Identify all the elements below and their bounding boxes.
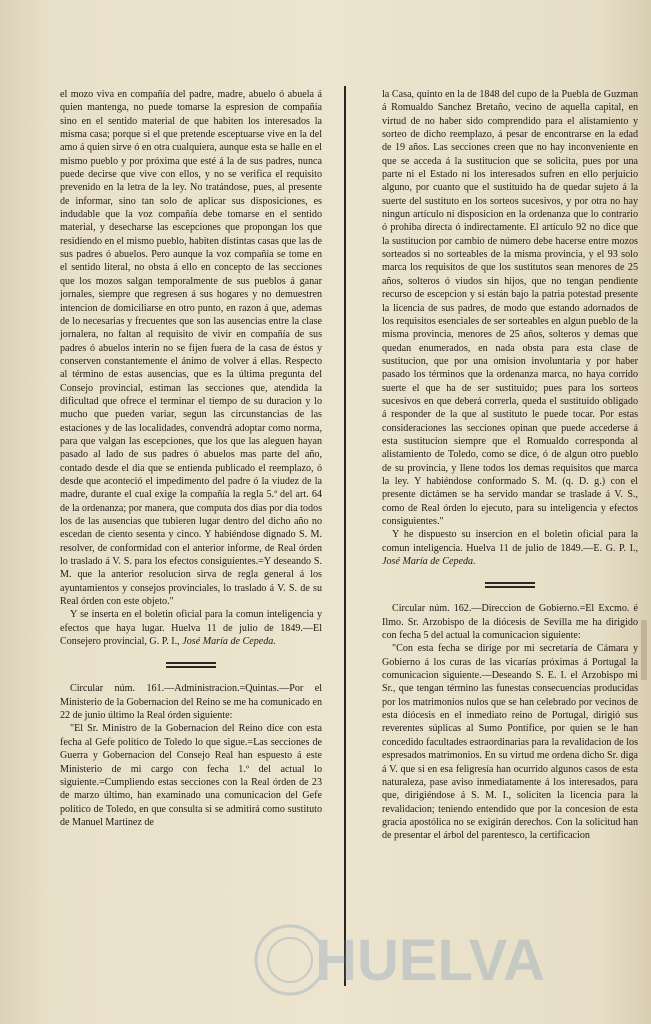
seal-ring [256,926,324,994]
section-separator [485,580,535,590]
circular-161-heading: Circular núm. 161.—Administracion.=Quintas.—Por el Ministerio de la Gobernacion del Reino se me ha comunicado en 22 de junio último la Real órden siguiente: [60,683,322,722]
left-signature: José María de Cepeda. [182,636,276,648]
watermark-graphic [250,900,620,1010]
page-edge-mark [641,620,647,680]
left-paragraph-4: "El Sr. Ministro de la Gobernacion del Reino dice con esta fecha al Gefe político de Toledo lo que sigue.=Las secciones de Guerra y Gobernacion del Consejo Real han espuesto á este Ministerio de mi cargo con fecha 1.º del actual lo siguiente.=Cumpliendo estas secciones con la Real órden de 23 de marzo último, han examinado una comunicacion del Gefe político de Toledo, en que consulta si se admitirá como sustituto de Manuel Martinez de [60,723,322,828]
left-column [60,88,322,829]
right-paragraph-4: "Con esta fecha se dirige por mi secretaría de Cámara y Gobierno á los curas de las vicarías próximas á Portugal la comunicacion siguiente.—Deseando S. E. I. el Arzobispo mi Sr., que tengan término las funestas consecuencias producidas por los matrimonios nulos que se han celebrado por vecinos de esta diócesis en el inmediato reino de Portugal, dirigió sus reverentes súplicas al Sumo Pontífice, por quien se le han concedido facultades estraordinarias para la revalidacion de los espresados matrimonios. En su virtud me ordena dicho Sr. diga á V. que si en esa feligresía han ocurrido algunos casos de esta naturaleza, pase aviso inmediatamente á los interesados, para que, dirigiéndose á S. M. I., soliciten la licencia para la revalidacion; teniendo entendido que por la concesion de esta gracia apostólica no se exigirán derechos. Con la solicitud han de presentar el árbol del parentesco, la certificacion [382,643,638,842]
column-divider [344,86,346,986]
left-paragraph-1: el mozo viva en compañía del padre, madre, abuelo ó abuela á quien mantenga, no puede tomarse la espresion de compañía sino en el sentido material de que habiten los interesados la misma casa; porque si el que pretende esceptuarse vive en la del amo á quien sirve ó en otra cualquiera, aunque esta se halle en el mismo pueblo y por próxima que esté á la de sus padres, nunca puede decirse que vive con ellos, y no se verifica el requisito prevenido en la letra de la ley. No tratándose, pues, al presente de informar, sino tan solo de aplicar sus disposiciones, es indudable que la voz compañía debe tomarse en el sentido material, y desecharse las escepciones que propongan los que residiendo en el mismo pueblo, habiten distintas casas que las de sus padres ó abuelos. Pero aunque la voz compañía se tome en el sentido literal, no obsta á ello en concepto de las secciones que los mozos salgan temporalmente de sus pueblos á ganar jornales, siempre que regresen á sus hogares y no demuestren intencion de domiciliarse en otro punto, en razon á que, ademas de lo necesarias y frecuentes que son las ausencias entre la clase jornalera, no faltan al requisito de vivir en compañía de sus padres ó abuelos interin no se fijen fuera de la casa de éstos y conserven constantemente el ánimo de volver á ellas. Respecto al término de estas ausencias, que es la última pregunta del Consejo provincial, estiman las secciones que, atendida la dificultad que ofrece el terminar el tiempo de su duracion y lo mucho que pueden variar, segun las circunstancias de las estaciones y de las localidades, convendrá adoptar como norma, para que valgan las escepciones, que los que las aleguen hayan pasado al lado de sus padres ó abuelos mas parte del año, contado desde el dia que se entienda publicado el reemplazo, ó desde que aconteció el impedimento del padre ó la viudez de la madre, durante el cual exige la compañía la regla 5.ª del art. 64 de la ordenanza; por manera, que computa dos dias por dia todos los de las ausencias que tubieren lugar dentro del dicho año no escedan de ciento sesenta y cinco. Y habiéndose dignado S. M. resolver, de conformidad con el anterior informe, de Real órden lo traslado á V. S. para los efectos consiguientes.=Y deseando S. M. que la anterior resolucion sirva de regla general á los ayuntamientos y consejos provinciales, lo traslado á V. S. de su Real órden con este objeto." [60,89,322,608]
right-column [382,88,638,843]
right-paragraph-1: la Casa, quinto en la de 1848 del cupo de la Puebla de Guzman á Romualdo Sanchez Bretaño, vecino de aquella capital, en virtud de no haber sido comprendido para el alistamiento y sorteo de dicho reemplazo, á pesar de encontrarse en la edad de 19 años. Las secciones creen que no hay inconveniente en que se acceda á la sustitucion que se solicita, pues por una parte ni el Estado ni los interesados sufren en ello perjuicio alguno, por cuanto que el sustituido ha de quedar sujeto á la suerte del sustituto en los sorteos sucesivos, y por otra no hay ningun artículo ni disposicion en la ordenanza que lo contrario ó prohiba directa ó indirectamente. El artículo 92 no dice que la sustitucion por cambio de número debe hacerse entre mozos sorteados si no sorteables de la misma provincia, y el 93 solo marca los requisitos de que los sustitutos sean menores de 25 años, solteros ó viudos sin hijos, que no tengan pendiente recurso de escepcion y si están bajo la patria potestad presente la licencia de sus padres, de modo que estando adornados de los requisitos esenciales de ser sorteables en algun pueblo de la misma provincia, menores de 25 años, solteros y demas que quedan enumerados, en nada obsta para esta clase de sustitucion, que por una omision involuntaria y por haber pasado los términos que la ordenanza marca, no haya corrido suerte el que ha de ser sustituido; pues para los sorteos sucesivos en que deberá correrla, queda el sustituido obligado á responder de la que al sustituto le puede tocar. Por estas consideraciones las secciones opinan que puede accederse á esta sustitucion siempre que el Romualdo corresponda al alistamiento de Toledo, como se dice, ó de algun otro pueblo de su provincia, y llene todos los demas requisitos que marca la ley. Y habiéndose conformado S. M. (q. D. g.) con el presente dictámen se ha servido mandar se traslade á V. S., como de Real órden lo ejecuto, para su inteligencia y efectos consiguientes." [382,89,638,527]
left-notice-text: Y se inserta en el boletin oficial para la comun inteligencia y efectos que haya lugar. Huelva 11 de julio de 1849.—El Consejero provincial, G. P. I., [60,609,322,648]
section-separator [166,660,216,670]
left-notice-closing [60,608,322,648]
circular-162-heading: Circular núm. 162.—Direccion de Gobierno.=El Excmo. é Ilmo. Sr. Arzobispo de la diócesis de Sevilla me ha dirigido con fecha 5 del actual la comunicacion siguiente: [382,603,638,642]
archive-watermark [250,900,620,1010]
right-notice-closing [382,528,638,568]
right-notice-text: Y he dispuesto su insercion en el boletin oficial para la comun inteligencia. Huelva 11 de julio de 1849.—E. G. P. I., [382,529,638,554]
right-signature: José María de Cepeda. [382,556,476,568]
watermark-text: HUELVA [315,928,545,993]
seal-inner-ring [268,938,312,982]
